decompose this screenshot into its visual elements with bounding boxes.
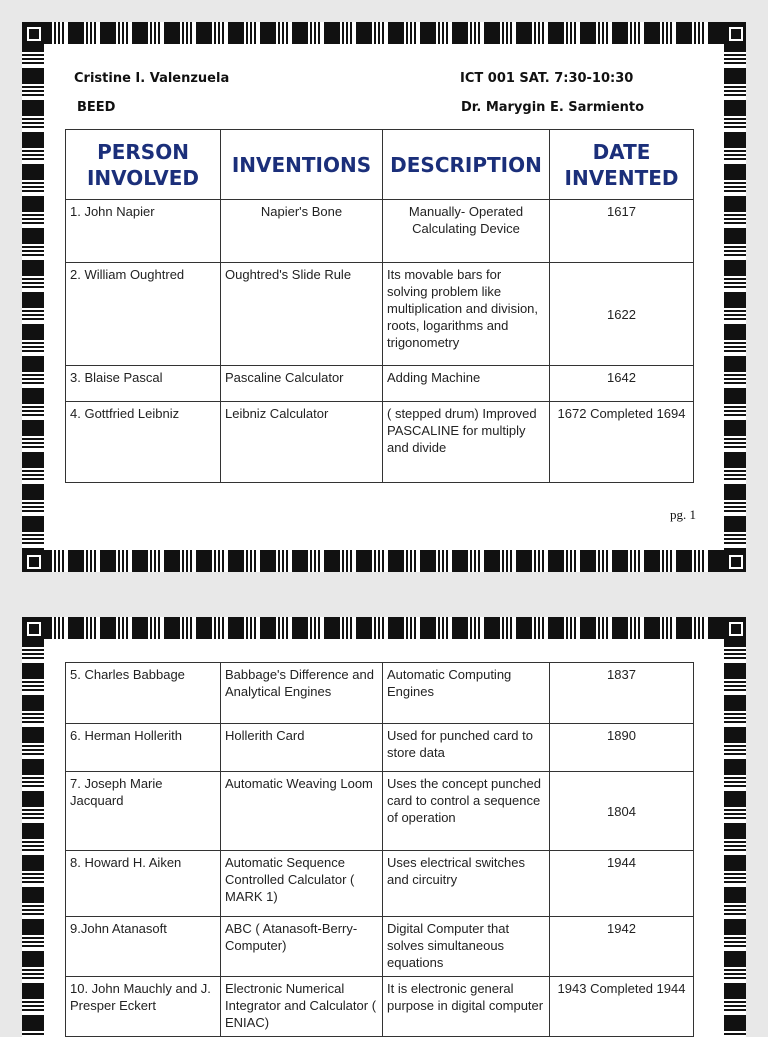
person-cell: 2. William Oughtred <box>66 263 221 366</box>
person-cell: 3. Blaise Pascal <box>66 366 221 402</box>
document-page-2 <box>22 617 746 1037</box>
invention-cell: Automatic Weaving Loom <box>221 772 383 851</box>
date-cell: 1942 <box>550 917 694 977</box>
column-header-person: PERSON INVOLVED <box>66 130 221 200</box>
decorative-border-right <box>724 22 746 572</box>
decorative-border-left <box>22 617 44 1037</box>
table-row <box>66 366 694 402</box>
decorative-border-top <box>22 617 746 639</box>
invention-cell: Hollerith Card <box>221 724 383 772</box>
table-row <box>66 402 694 483</box>
person-cell: 7. Joseph Marie Jacquard <box>66 772 221 851</box>
invention-cell: Automatic Sequence Controlled Calculator ( MARK 1) <box>221 851 383 917</box>
inventions-table <box>65 129 694 483</box>
description-cell: Automatic Computing Engines <box>383 663 550 724</box>
course-schedule: ICT 001 SAT. 7:30-10:30 <box>460 71 634 86</box>
corner-ornament <box>22 22 44 44</box>
table-row <box>66 917 694 977</box>
student-program: BEED <box>77 100 116 115</box>
description-cell: Uses electrical switches and circuitry <box>383 851 550 917</box>
table-row <box>66 663 694 724</box>
decorative-border-right <box>724 617 746 1037</box>
date-cell: 1617 <box>550 200 694 263</box>
invention-cell: Leibniz Calculator <box>221 402 383 483</box>
person-cell: 6. Herman Hollerith <box>66 724 221 772</box>
document-page-1 <box>22 22 746 572</box>
decorative-border-left <box>22 22 44 572</box>
description-cell: Its movable bars for solving problem like multiplication and division, roots, logarithms and trigonometry <box>383 263 550 366</box>
invention-cell: Babbage's Difference and Analytical Engines <box>221 663 383 724</box>
date-cell: 1890 <box>550 724 694 772</box>
invention-cell: ABC ( Atanasoft-Berry-Computer) <box>221 917 383 977</box>
date-cell: 1622 <box>550 263 694 366</box>
table-row <box>66 263 694 366</box>
invention-cell: Pascaline Calculator <box>221 366 383 402</box>
description-cell: It is electronic general purpose in digital computer <box>383 977 550 1037</box>
person-cell: 8. Howard H. Aiken <box>66 851 221 917</box>
invention-cell: Napier's Bone <box>221 200 383 263</box>
decorative-border-top <box>22 22 746 44</box>
corner-ornament <box>724 550 746 572</box>
table-header-row <box>66 130 694 200</box>
column-header-description: DESCRIPTION <box>383 130 550 200</box>
invention-cell: Oughtred's Slide Rule <box>221 263 383 366</box>
description-cell: Used for punched card to store data <box>383 724 550 772</box>
column-header-date: DATE INVENTED <box>550 130 694 200</box>
table-row <box>66 851 694 917</box>
description-cell: Manually- Operated Calculating Device <box>383 200 550 263</box>
person-cell: 5. Charles Babbage <box>66 663 221 724</box>
instructor-name: Dr. Marygin E. Sarmiento <box>461 100 645 115</box>
description-cell: Uses the concept punched card to control a sequence of operation <box>383 772 550 851</box>
inventions-table-continued <box>65 662 694 1037</box>
table-row <box>66 977 694 1037</box>
corner-ornament <box>22 550 44 572</box>
person-cell: 4. Gottfried Leibniz <box>66 402 221 483</box>
date-cell: 1642 <box>550 366 694 402</box>
decorative-border-bottom <box>22 550 746 572</box>
invention-cell: Electronic Numerical Integrator and Calculator ( ENIAC) <box>221 977 383 1037</box>
corner-ornament <box>22 617 44 639</box>
date-cell: 1804 <box>550 772 694 851</box>
person-cell: 1. John Napier <box>66 200 221 263</box>
person-cell: 10. John Mauchly and J. Presper Eckert <box>66 977 221 1037</box>
date-cell: 1837 <box>550 663 694 724</box>
corner-ornament <box>724 22 746 44</box>
table-row <box>66 724 694 772</box>
date-cell: 1943 Completed 1944 <box>550 977 694 1037</box>
description-cell: Digital Computer that solves simultaneous equations <box>383 917 550 977</box>
student-name: Cristine I. Valenzuela <box>74 71 230 86</box>
table-row <box>66 200 694 263</box>
date-cell: 1944 <box>550 851 694 917</box>
date-cell: 1672 Completed 1694 <box>550 402 694 483</box>
description-cell: ( stepped drum) Improved PASCALINE for multiply and divide <box>383 402 550 483</box>
column-header-invention: INVENTIONS <box>221 130 383 200</box>
corner-ornament <box>724 617 746 639</box>
table-row <box>66 772 694 851</box>
description-cell: Adding Machine <box>383 366 550 402</box>
page-number: pg. 1 <box>670 507 696 522</box>
person-cell: 9.John Atanasoft <box>66 917 221 977</box>
